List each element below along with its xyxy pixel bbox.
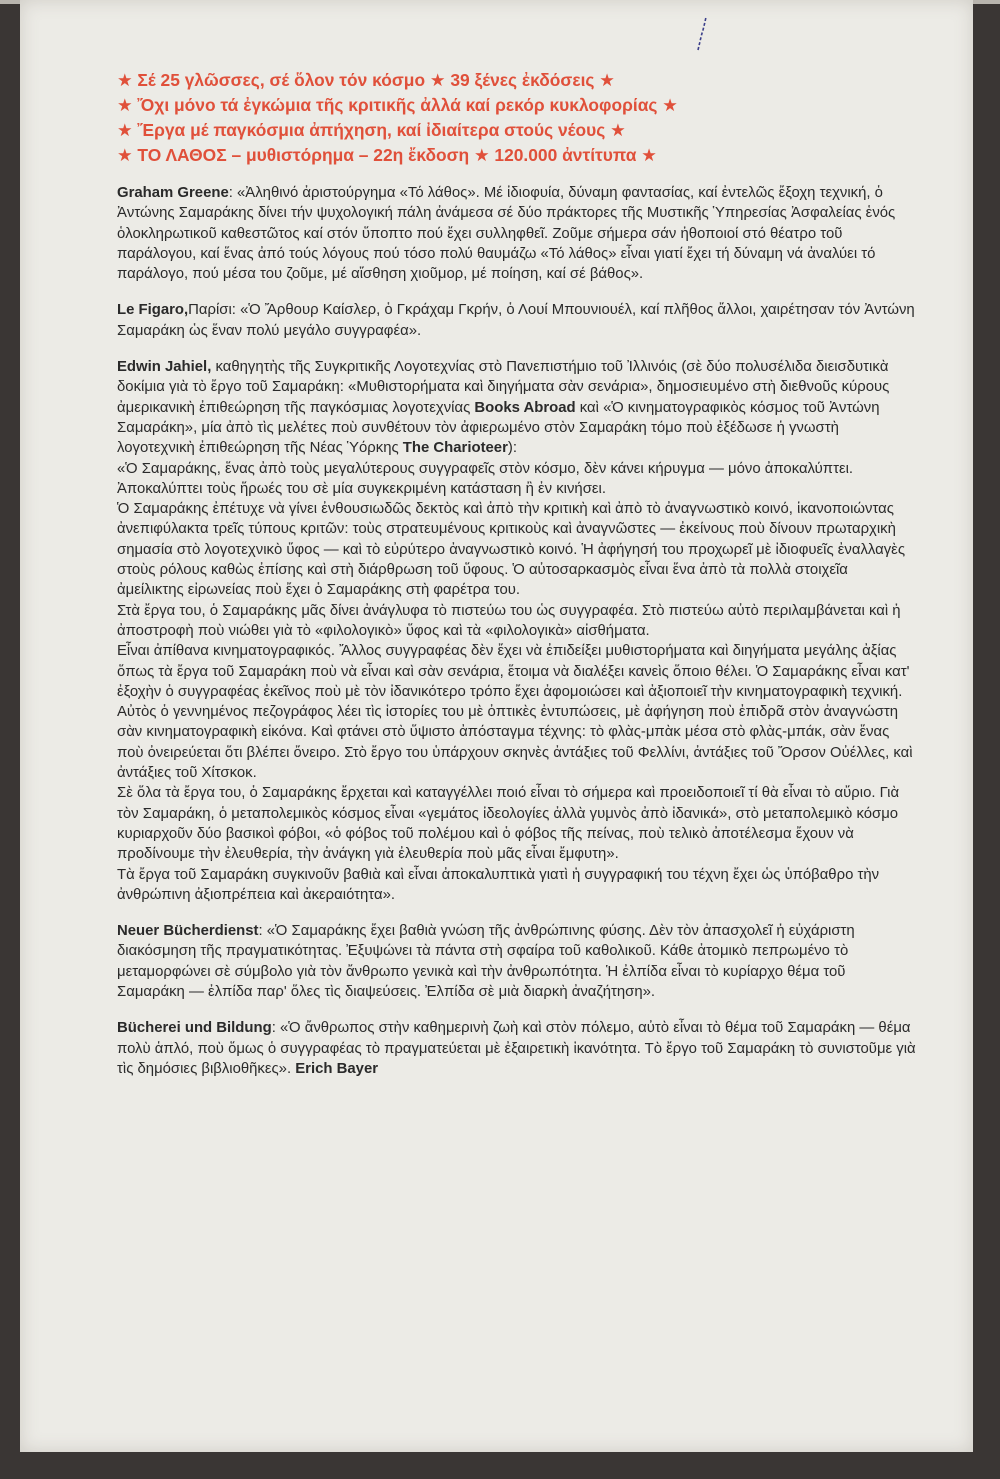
review-source: Le Figaro,	[117, 302, 189, 319]
review-text: καὶ «Ὁ κινηματογραφικὸς κόσμος τοῦ Ἀντώνη Σαμαράκη», μία ἀπὸ τὶς μελέτες ποὺ συνθέτουν τὸν ἀφιερωμένο στὸν Σαμαράκη τόμο ποὺ ἐξέδωσε ἡ γνωστὴ λογοτεχνικὴ ἐπιθεώρηση τῆς Νέας Ὑόρκης	[117, 399, 880, 457]
tagline-youth: ★ Ἔργα μέ παγκόσμια ἀπήχηση, καί ἰδιαίτερα στούς νέους ★	[117, 120, 626, 140]
tagline-languages: ★ Σέ 25 γλῶσσες, σέ ὅλον τόν κόσμο ★ 39 ξένες ἐκδόσεις ★	[117, 70, 615, 90]
quote-paragraph: «Ὁ Σαμαράκης, ἕνας ἀπὸ τοὺς μεγαλύτερους συγγραφεῖς στὸν κόσμο, δὲν κάνει κήρυγμα — μόνο ἀποκαλύπτει. Ἀποκαλύπτει τοὺς ἥρωές του σὲ μία συγκεκριμένη κατάσταση ἢ ἐν κινήσει.	[117, 460, 854, 497]
quote-paragraph: Σὲ ὅλα τὰ ἔργα του, ὁ Σαμαράκης ἔρχεται καὶ καταγγέλλει ποιό εἶναι τὸ σήμερα καὶ προειδοποιεῖ τί θὰ εἶναι τὸ αὔριο. Γιὰ τὸν Σαμαράκη, ὁ μεταπολεμικὸς κόσμος εἶναι «γεμάτος ἰδεολογίες ἀλλὰ γυμνὸς ἀπὸ ἰδανικά», στὸ μεταπολεμικὸ κόσμο κυριαρχοῦν δύο βασικοὶ φόβοι, «ὁ φόβος τοῦ πολέμου καὶ ὁ φόβος τῆς πείνας, ποὺ τελικὸ ἀποτέλεσμα ἔχουν νὰ προδίνουμε τὴν ἐλευθερία, τὴν ἀνάγκη γιὰ ἐλευθερία ποὺ μᾶς εἶναι ἔμφυτη».	[117, 785, 900, 863]
review-source: Neuer Bücherdienst	[117, 923, 259, 940]
review-text: : «Ὁ Σαμαράκης ἔχει βαθιὰ γνώση τῆς ἀνθρώπινης φύσης. Δὲν τὸν ἀπασχολεῖ ἡ εὐχάριστη διακόσμηση τῆς πραγματικότητας. Ἐξυψώνει τὰ πάντα στὴ σφαίρα τοῦ καθολικοῦ. Κάθε ἀτομικὸ πεπρωμένο τὸ μεταμορφώνει σὲ σύμβολο γιὰ τὸν ἄνθρωπο γενικὰ καὶ τὴν ἀνθρωπότητα. Ἡ ἐλπίδα εἶναι τὸ κυρίαρχο θέμα τοῦ Σαμαράκη — ἐλπίδα παρ' ὅλες τὶς διαψεύσεις. Ἐλπίδα σὲ μιὰ διαρκὴ ἀναζήτηση».	[117, 923, 855, 1000]
review-text: ):	[507, 440, 517, 457]
review-figaro	[117, 300, 917, 341]
quote-paragraph: Στὰ ἔργα του, ὁ Σαμαράκης μᾶς δίνει ἀνάγλυφα τὸ πιστεύω του ὡς συγγραφέα. Στὸ πιστεύω αὐτὸ περιλαμβάνεται καὶ ἡ ἀποστροφὴ ποὺ νιώθει γιὰ τὸ «φιλολογικὸ» ὕφος καὶ τὰ «φιλολογικὰ» αἰσθήματα.	[117, 602, 901, 639]
review-text: καθηγητὴς τῆς Συγκριτικῆς Λογοτεχνίας στὸ Πανεπιστήμιο τοῦ Ἰλλινόις (σὲ δύο πολυσέλιδα διεισδυτικὰ δοκίμια γιὰ τὸ ἔργο τοῦ Σαμαράκη: «Μυθιστορήματα καὶ διηγήματα σὰν σενάρια», δημοσιευμένο στὴ διεθνοῦς κύρους ἀμερικανικὴ ἐπιθεώρηση τῆς παγκόσμιας λογοτεχνίας	[117, 359, 890, 416]
review-source: Bücherei und Bildung	[117, 1020, 272, 1037]
journal-title: The Charioteer	[402, 440, 508, 457]
quote-paragraph: Εἶναι ἀπίθανα κινηματογραφικός. Ἄλλος συγγραφέας δὲν ἔχει νὰ ἐπιδείξει μυθιστορήματα καὶ διηγήματα μεγάλης ἀξίας ὅπως τὰ ἔργα τοῦ Σαμαράκη ποὺ νὰ εἶναι καὶ σὰν σενάρια, ἕτοιμα νὰ διαλέξει κανεὶς ὅποιο θέλει. Ὁ Σαμαράκης εἶναι κατ' ἐξοχὴν ὁ συγγραφέας ἐκεῖνος ποὺ μὲ τὸν ἰδανικότερο τρόπο ἔχει ἀφομοιώσει καὶ ἀξιοποιεῖ τὴν κινηματογραφικὴ τεχνική. Αὐτὸς ὁ γεννημένος πεζογράφος λέει τὶς ἱστορίες του μὲ ὀπτικὲς ἐντυπώσεις, μὲ ἀφήγηση ποὺ ἐπιδρᾶ στὸν ἀναγνώστη σὰν κινηματογραφικὴ εἰκόνα. Καὶ φτάνει στὸ ὕψιστο ἀπόσταγμα τέχνης: τὸ φλὰς-μπὰκ μέσα στὸ φλὰς-μπάκ, σὰν ἕνας ποὺ ὀνειρεύεται ὅτι βλέπει ὄνειρο. Στὸ ἔργο του ὑπάρχουν σκηνὲς ἀντάξιες τοῦ Φελλίνι, ἀντάξιες τοῦ Ὄρσον Οὐέλλες, καὶ ἀντάξιες τοῦ Χίτσκοκ.	[117, 643, 913, 782]
review-greene	[117, 183, 917, 284]
tagline-edition: ★ ΤΟ ΛΑΘΟΣ – μυθιστόρημα – 22η ἔκδοση ★ 120.000 ἀντίτυπα ★	[117, 145, 657, 165]
journal-title: Books Abroad	[474, 399, 576, 416]
quote-paragraph: Τὰ ἔργα τοῦ Σαμαράκη συγκινοῦν βαθιὰ καὶ εἶναι ἀποκαλυπτικὰ γιατὶ ἡ συγγραφική του τέχνη ἔχει ὡς ὑπόβαθρο τὴν ἀνθρώπινη ἀξιοπρέπεια καὶ ἀκεραιότητα».	[117, 866, 880, 903]
review-source: Graham Greene	[117, 185, 229, 201]
review-jahiel	[117, 357, 917, 905]
review-bucherei	[117, 1018, 917, 1079]
reviews-text	[117, 183, 917, 1095]
review-signature: Erich Bayer	[295, 1060, 379, 1077]
promo-taglines	[117, 68, 817, 168]
ink-scribble	[696, 14, 708, 52]
tagline-records: ★ Ὄχι μόνο τά ἐγκώμια τῆς κριτικῆς ἀλλά καί ρεκόρ κυκλοφορίας ★	[117, 95, 678, 115]
review-source: Edwin Jahiel,	[117, 359, 212, 376]
review-text: Παρίσι: «Ὁ Ἄρθουρ Καίσλερ, ὁ Γκράχαμ Γκρήν, ὁ Λουί Μπουνιουέλ, καί πλῆθος ἄλλοι, χαιρέτησαν τόν Ἀντώνη Σαμαράκη ὡς ἕναν πολύ μεγάλο συγγραφέα».	[117, 302, 915, 339]
review-neuer-bucherdienst	[117, 921, 917, 1002]
review-text: : «Ὁ ἄνθρωπος στὴν καθημερινὴ ζωὴ καὶ στὸν πόλεμο, αὐτὸ εἶναι τὸ θέμα τοῦ Σαμαράκη — θέμα πολὺ ἁπλό, ποὺ ὅμως ὁ συγγραφέας τὸ πραγματεύεται μὲ ἐξαιρετικὴ ἱκανότητα. Τὸ ἔργο τοῦ Σαμαράκη τὸ συνιστοῦμε γιὰ τὶς δημόσιες βιβλιοθῆκες».	[117, 1020, 916, 1077]
review-text: : «Ἀληθινό ἀριστούργημα «Τό λάθος». Μέ ἰδιοφυία, δύναμη φαντασίας, καί ἐντελῶς ἔξοχη τεχνική, ὁ Ἀντώνης Σαμαράκης δίνει τήν ψυχολογική πάλη ἀνάμεσα σέ δύο πράκτορες τῆς Μυστικῆς Ὑπηρεσίας Ἀσφαλείας ἑνός ὁλοκληρωτικοῦ καθεστῶτος καί στόν ὕποπτο πού ἔχει συλληφθεῖ. Ζοῦμε σήμερα σάν ἠθοποιοί στό θέατρο τοῦ παράλογου, καί ἕνας ἀπό τούς λόγους πού τόσο πολύ θαυμάζω «Τό λάθος» εἶναι γιατί ἔχει τή δύναμη νά ἀναλύει τό παράλογο, πού μέσα του ζοῦμε, μέ αἴσθηση χιοῦμορ, μέ ποίηση, καί σέ βάθος».	[117, 185, 896, 283]
quote-paragraph: Ὁ Σαμαράκης ἐπέτυχε νὰ γίνει ἐνθουσιωδῶς δεκτὸς καὶ ἀπὸ τὴν κριτικὴ καὶ ἀπὸ τὸ ἀναγνωστικὸ κοινό, ἱκανοποιώντας ἀνεπιφύλακτα τρεῖς τύπους κριτῶν: τοὺς στρατευμένους κριτικοὺς καὶ ἀναγνῶστες — ἐκείνους ποὺ δίνουν πρωταρχικὴ σημασία στὸ λογοτεχνικὸ ὕφος — καὶ τὸ εὐρύτερο ἀναγνωστικὸ κοινό. Ἡ ἀφήγησή του προχωρεῖ μὲ ἰδιοφυεῖς ἐναλλαγὲς στοὺς ρόλους καθὼς ἐπίσης καὶ στὴ διάρθρωση τοῦ ὕφους. Ὁ αὐτοσαρκασμὸς εἶναι ἕνα ἀπὸ τὰ πολλὰ στοιχεῖα ἀμείλικτης εἰρωνείας ποὺ ἔχει ὁ Σαμαράκης στὴ φαρέτρα του.	[117, 501, 905, 599]
